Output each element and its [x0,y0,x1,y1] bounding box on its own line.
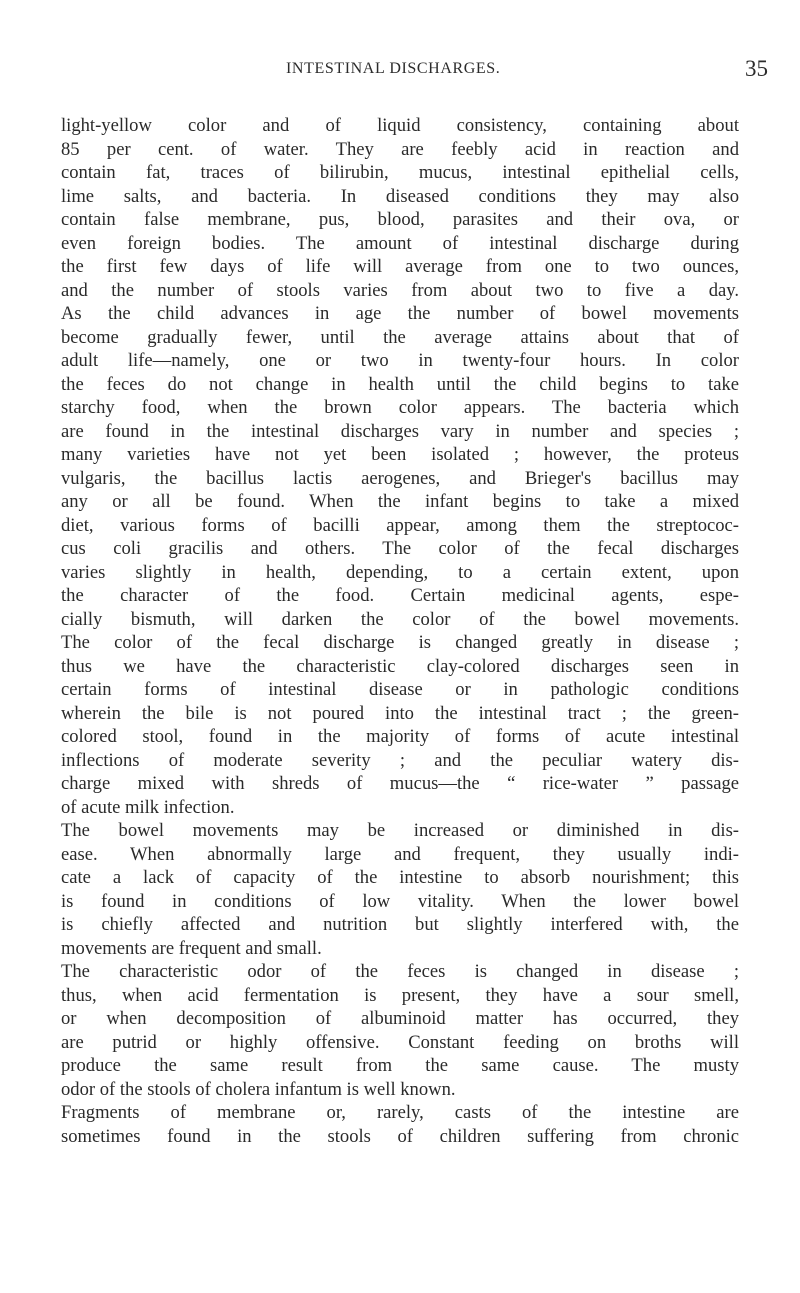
text-line: varies slightly in health, depending, to a certain extent, upon [61,561,739,583]
text-line: many varieties have not yet been isolated ; however, the proteus [61,444,739,465]
text-line: the character of the food. Certain medicinal agents, espe- [61,585,739,606]
text-line: cate a lack of capacity of the intestine to absorb nourishment; this [61,867,739,888]
text-line: is chiefly affected and nutrition but slightly interfered with, the [61,914,739,935]
text-line: thus we have the characteristic clay-colored discharges seen in [61,655,739,677]
text-line: cus coli gracilis and others. The color of the fecal discharges [61,538,739,559]
text-line: and the number of stools varies from about two to five a day. [61,279,739,301]
text-line: colored stool, found in the majority of forms of acute intestinal [61,726,739,747]
text-line: lime salts, and bacteria. In diseased conditions they may also [61,185,739,207]
text-line: Fragments of membrane or, rarely, casts of the intestine are [61,1102,739,1123]
text-line: certain forms of intestinal disease or in pathologic conditions [61,679,739,700]
text-line: ease. When abnormally large and frequent, they usually indi- [61,843,739,865]
text-line: cially bismuth, will darken the color of the bowel movements. [61,608,739,630]
text-line: contain false membrane, pus, blood, parasites and their ova, or [61,209,739,230]
text-line: The color of the fecal discharge is changed greatly in disease ; [61,632,739,653]
text-line: contain fat, traces of bilirubin, mucus, intestinal epithelial cells, [61,162,739,183]
body-text [61,114,739,1148]
text-line: wherein the bile is not poured into the intestinal tract ; the green- [61,702,739,724]
text-line: or when decomposition of albuminoid matter has occurred, they [61,1008,739,1029]
text-line: As the child advances in age the number of bowel movements [61,303,739,324]
text-line: The bowel movements may be increased or diminished in dis- [61,820,739,841]
text-line: are found in the intestinal discharges vary in number and species ; [61,420,739,442]
text-line: produce the same result from the same cause. The musty [61,1055,739,1076]
text-line: charge mixed with shreds of mucus—the “ rice-water ” passage [61,773,739,794]
text-line: any or all be found. When the infant begins to take a mixed [61,491,739,512]
text-line: are putrid or highly offensive. Constant feeding on broths will [61,1031,739,1053]
text-line: sometimes found in the stools of children suffering from chronic [61,1125,739,1147]
text-line: of acute milk infection. [61,796,235,818]
text-line: vulgaris, the bacillus lactis aerogenes, and Brieger's bacillus may [61,467,739,489]
text-line: even foreign bodies. The amount of intestinal discharge during [61,232,739,254]
text-line: adult life—namely, one or two in twenty-four hours. In color [61,350,739,371]
text-line: 85 per cent. of water. They are feebly acid in reaction and [61,138,739,160]
text-line: thus, when acid fermentation is present, they have a sour smell, [61,984,739,1006]
text-line: odor of the stools of cholera infantum is well known. [61,1078,456,1100]
text-line: inflections of moderate severity ; and the peculiar watery dis- [61,749,739,771]
running-head-title: INTESTINAL DISCHARGES. [286,60,501,77]
text-line: The characteristic odor of the feces is changed in disease ; [61,961,739,982]
text-line: the first few days of life will average from one to two ounces, [61,256,739,277]
text-line: become gradually fewer, until the average attains about that of [61,326,739,348]
text-line: light-yellow color and of liquid consistency, containing about [61,115,739,136]
text-line: diet, various forms of bacilli appear, among them the streptococ- [61,514,739,536]
text-line: starchy food, when the brown color appears. The bacteria which [61,397,739,418]
page-number: 35 [745,56,768,81]
text-line: the feces do not change in health until the child begins to take [61,373,739,395]
text-line: is found in conditions of low vitality. When the lower bowel [61,890,739,912]
running-head [0,56,800,84]
text-line: movements are frequent and small. [61,937,322,959]
